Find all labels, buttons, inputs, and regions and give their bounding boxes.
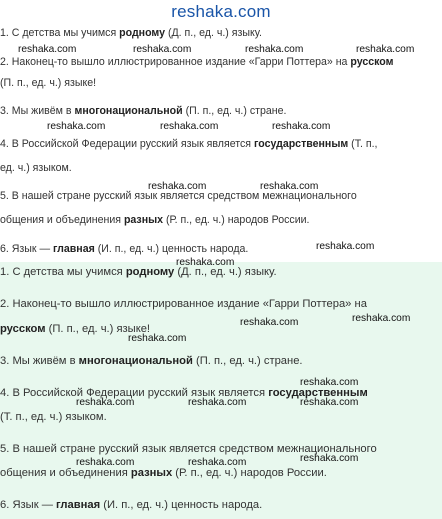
watermark: reshaka.com — [245, 44, 304, 55]
top-line — [0, 56, 393, 68]
watermark: reshaka.com — [300, 453, 359, 464]
line-text: 2. Наконец-то вышло иллюстрированное издание «Гарри Поттера» на — [0, 298, 367, 310]
bold-word: родному — [119, 27, 166, 39]
watermark: reshaka.com — [176, 257, 235, 268]
bold-word: главная — [53, 243, 95, 255]
line-text: (П. п., ед. ч.) языке! — [0, 77, 97, 89]
line-text: 1. С детства мы учимся — [0, 27, 120, 39]
line-text: 5. В нашей стране русский язык является средством межнационального — [0, 190, 357, 202]
watermark: reshaka.com — [160, 121, 219, 132]
line-text: (Т. п., ед. ч.) языком. — [0, 411, 107, 423]
watermark: reshaka.com — [240, 317, 299, 328]
line-text: (Р. п., ед. ч.) народов России. — [172, 467, 327, 479]
bold-word: многонациональной — [78, 355, 193, 367]
line-text: общения и объединения — [0, 214, 124, 226]
top-line — [0, 243, 248, 255]
top-line — [0, 77, 96, 89]
line-text: 5. В нашей стране русский язык является средством межнационального — [0, 443, 377, 455]
watermark: reshaka.com — [47, 121, 106, 132]
watermark: reshaka.com — [133, 44, 192, 55]
line-text: общения и объединения — [0, 467, 131, 479]
top-line — [0, 138, 378, 150]
bold-word: главная — [56, 499, 101, 511]
watermark: reshaka.com — [352, 313, 411, 324]
bold-word: разных — [130, 467, 173, 479]
watermark: reshaka.com — [148, 181, 207, 192]
watermark: reshaka.com — [260, 181, 319, 192]
line-text: (П. п., ед. ч.) языке! — [45, 323, 151, 335]
watermark: reshaka.com — [188, 397, 247, 408]
line-text: (П. п., ед. ч.) стране. — [182, 105, 287, 117]
line-text: (Д. п., ед. ч.) языку. — [174, 266, 277, 278]
watermark: reshaka.com — [188, 457, 247, 468]
top-line — [0, 162, 72, 174]
bold-word: русском — [0, 323, 46, 335]
line-text: ед. ч.) языком. — [0, 162, 72, 174]
bold-word: русском — [350, 56, 394, 68]
bottom-line — [0, 355, 303, 367]
watermark: reshaka.com — [356, 44, 415, 55]
line-text: (Р. п., ед. ч.) народов России. — [163, 214, 310, 226]
line-text: (И. п., ед. ч.) ценность народа. — [94, 243, 249, 255]
watermark: reshaka.com — [300, 397, 359, 408]
line-text: (Д. п., ед. ч.) языку. — [165, 27, 262, 39]
watermark: reshaka.com — [76, 457, 135, 468]
line-text: 3. Мы живём в — [0, 105, 75, 117]
watermark: reshaka.com — [300, 377, 359, 388]
top-line — [0, 27, 262, 39]
line-text: 2. Наконец-то вышло иллюстрированное издание «Гарри Поттера» на — [0, 56, 351, 68]
line-text: 6. Язык — — [0, 499, 56, 511]
bold-word: разных — [123, 214, 164, 226]
top-line — [0, 214, 310, 226]
watermark: reshaka.com — [18, 44, 77, 55]
bold-word: многонациональной — [74, 105, 183, 117]
line-text: 4. В Российской Федерации русский язык является — [0, 138, 254, 150]
bottom-line — [0, 499, 262, 511]
line-text: 4. В Российской Федерации русский язык является — [0, 387, 269, 399]
bottom-line — [0, 467, 327, 479]
top-line — [0, 105, 286, 117]
watermark: reshaka.com — [272, 121, 331, 132]
line-text: (Т. п., — [348, 138, 378, 150]
bottom-line — [0, 298, 367, 310]
bottom-line — [0, 266, 277, 278]
line-text: 3. Мы живём в — [0, 355, 79, 367]
line-text: 6. Язык — — [0, 243, 54, 255]
line-text: 1. С детства мы учимся — [0, 266, 126, 278]
bold-word: родному — [125, 266, 175, 278]
bold-word: государственным — [253, 138, 349, 150]
watermark: reshaka.com — [316, 241, 375, 252]
site-title[interactable]: reshaka.com — [171, 2, 271, 21]
bold-word: государственным — [268, 387, 368, 399]
bottom-line — [0, 411, 107, 423]
watermark: reshaka.com — [128, 333, 187, 344]
line-text: (И. п., ед. ч.) ценность народа. — [100, 499, 263, 511]
watermark: reshaka.com — [76, 397, 135, 408]
line-text: (П. п., ед. ч.) стране. — [192, 355, 303, 367]
